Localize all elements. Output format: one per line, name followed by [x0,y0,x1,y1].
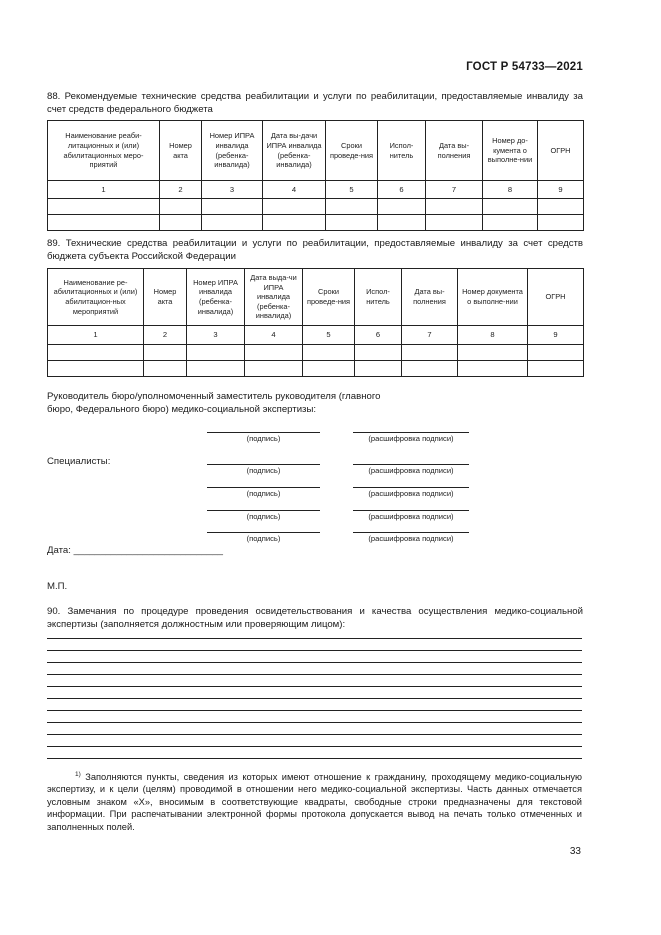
column-header: Номер документа о выполне-нии [458,269,528,326]
comment-line[interactable] [47,638,582,639]
column-number: 3 [202,181,263,199]
table-cell[interactable] [483,199,538,215]
column-number: 9 [528,326,584,345]
document-standard-code: ГОСТ Р 54733—2021 [466,61,583,73]
table-cell[interactable] [48,361,144,377]
column-number: 5 [326,181,378,199]
specialists-label: Специалисты: [47,456,111,467]
signature-line[interactable] [207,510,320,511]
table-cell[interactable] [48,199,160,215]
table-cell[interactable] [187,361,245,377]
section-89-title: 89. Технические средства реабилитации и услуги по реабилитации, предоставляемые инвалиду за счет средств бюджета субъекта Российской Федерации [47,238,583,262]
table-cell[interactable] [303,361,355,377]
column-header: Сроки проведе-ния [326,121,378,181]
column-number: 7 [402,326,458,345]
column-number-row [48,181,584,199]
signature-line[interactable] [207,432,320,433]
table-cell[interactable] [458,361,528,377]
signature-line[interactable] [207,487,320,488]
column-header: Дата вы-полнения [426,121,483,181]
table-row [48,199,584,215]
table-cell[interactable] [326,215,378,231]
column-header: Дата вы-полнения [402,269,458,326]
section-88-title: 88. Рекомендуемые технические средства реабилитации и услуги по реабилитации, предоставляемые инвалиду за счет средств федерального бюджета [47,91,583,115]
table-cell[interactable] [326,199,378,215]
column-number: 6 [355,326,402,345]
signature-decoding-line[interactable] [353,464,469,465]
signature-line[interactable] [207,464,320,465]
signature-decoding-line[interactable] [353,532,469,533]
table-cell[interactable] [263,199,326,215]
signature-caption: (подпись) [246,434,281,443]
comment-line[interactable] [47,674,582,675]
column-number: 2 [160,181,202,199]
comment-line[interactable] [47,734,582,735]
column-header: Номер акта [144,269,187,326]
table-header-row [48,269,584,326]
comment-line[interactable] [47,650,582,651]
footnote-text: Заполняются пункты, сведения из которых имеют отношение к гражданину, проходящему медико-социальную экспертизу, и к цели (целям) проводимой в отношении него медико-социальной экспертизы. Часть данных отмечается условным знаком «Х», вносимым в соответствующие квадраты, свободные строки предназначены для текстовой информации. При распечатывании электронной формы протокола допускается вывод на печать только отмеченных и заполненных полей. [47,772,582,832]
column-number: 8 [483,181,538,199]
table-cell[interactable] [144,345,187,361]
signature-line[interactable] [207,532,320,533]
head-of-bureau-label: Руководитель бюро/уполномоченный заместитель руководителя (главного бюро, Федерального бюро) медико-социальной экспертизы: [47,391,381,415]
stamp-label: М.П. [47,581,68,592]
table-cell[interactable] [378,199,426,215]
column-header: ОГРН [538,121,584,181]
section-88-table [47,120,584,231]
column-number: 4 [263,181,326,199]
signature-caption: (подпись) [246,466,281,475]
table-cell[interactable] [528,361,584,377]
date-field[interactable]: Дата: ____________________________ [47,545,223,556]
table-cell[interactable] [144,361,187,377]
column-header: Наименование ре-абилитационных и (или) абилитацион-ных мероприятий [48,269,144,326]
comment-line[interactable] [47,710,582,711]
decoding-caption: (расшифровка подписи) [368,512,454,521]
table-row [48,361,584,377]
column-header: Номер ИПРА инвалида (ребенка-инвалида) [202,121,263,181]
table-cell[interactable] [187,345,245,361]
column-header: Наименование реаби-литационных и (или) абилитационных меро-приятий [48,121,160,181]
column-header: Испол-нитель [378,121,426,181]
column-number: 5 [303,326,355,345]
table-cell[interactable] [355,345,402,361]
table-cell[interactable] [245,345,303,361]
table-cell[interactable] [426,199,483,215]
column-number-row [48,326,584,345]
column-header: Номер до-кумента о выполне-нии [483,121,538,181]
table-cell[interactable] [263,215,326,231]
decoding-caption: (расшифровка подписи) [368,489,454,498]
signature-decoding-line[interactable] [353,510,469,511]
table-cell[interactable] [378,215,426,231]
page-number: 33 [569,846,581,857]
column-number: 6 [378,181,426,199]
table-cell[interactable] [202,215,263,231]
section-89-table [47,268,584,377]
comment-line[interactable] [47,686,582,687]
column-number: 3 [187,326,245,345]
footnote [47,771,582,833]
column-number: 9 [538,181,584,199]
decoding-caption: (расшифровка подписи) [368,434,454,443]
signature-caption: (подпись) [246,512,281,521]
column-number: 2 [144,326,187,345]
section-90-title: 90. Замечания по процедуре проведения освидетельствования и качества осуществления медико-социальной экспертизы (заполняется должностным или проверяющим лицом): [47,606,583,630]
table-row [48,215,584,231]
column-number: 1 [48,181,160,199]
column-number: 4 [245,326,303,345]
footnote-marker: 1) [75,770,81,778]
table-cell[interactable] [528,345,584,361]
comment-line[interactable] [47,746,582,747]
table-cell[interactable] [426,215,483,231]
column-header: Сроки проведе-ния [303,269,355,326]
column-number: 8 [458,326,528,345]
table-cell[interactable] [402,345,458,361]
table-cell[interactable] [402,361,458,377]
column-header: Дата вы-дачи ИПРА инвалида (ребенка-инвалида) [263,121,326,181]
signature-caption: (подпись) [246,534,281,543]
table-cell[interactable] [160,199,202,215]
table-cell[interactable] [458,345,528,361]
column-header: ОГРН [528,269,584,326]
comment-line[interactable] [47,722,582,723]
table-cell[interactable] [48,215,160,231]
signature-decoding-line[interactable] [353,432,469,433]
table-cell[interactable] [483,215,538,231]
table-cell[interactable] [160,215,202,231]
column-header: Испол-нитель [355,269,402,326]
signature-caption: (подпись) [246,489,281,498]
signature-decoding-line[interactable] [353,487,469,488]
table-cell[interactable] [538,199,584,215]
column-header: Номер акта [160,121,202,181]
table-cell[interactable] [355,361,402,377]
decoding-caption: (расшифровка подписи) [368,534,454,543]
table-header-row [48,121,584,181]
column-header: Номер ИПРА инвалида (ребенка-инвалида) [187,269,245,326]
comment-line[interactable] [47,698,582,699]
table-cell[interactable] [48,345,144,361]
table-cell[interactable] [245,361,303,377]
column-number: 7 [426,181,483,199]
table-cell[interactable] [202,199,263,215]
table-row [48,345,584,361]
comment-line[interactable] [47,758,582,759]
table-cell[interactable] [303,345,355,361]
comment-line[interactable] [47,662,582,663]
decoding-caption: (расшифровка подписи) [368,466,454,475]
table-cell[interactable] [538,215,584,231]
column-header: Дата выда-чи ИПРА инвалида (ребенка-инвалида) [245,269,303,326]
column-number: 1 [48,326,144,345]
